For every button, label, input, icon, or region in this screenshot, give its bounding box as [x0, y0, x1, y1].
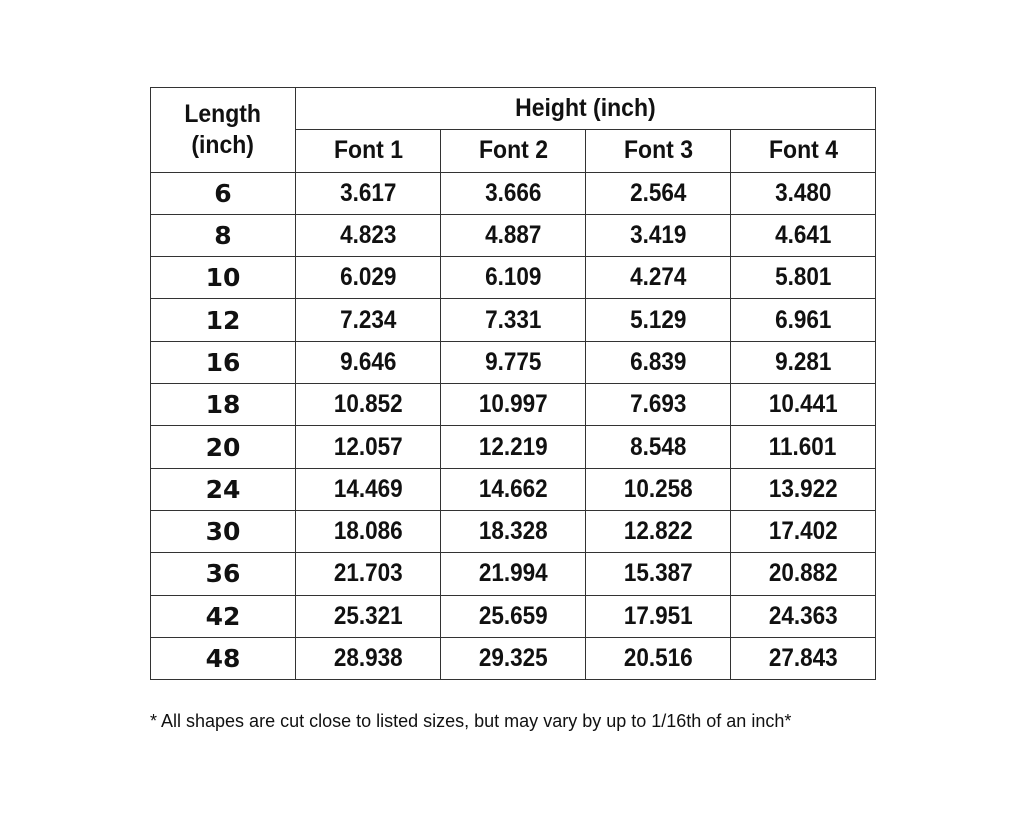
height-value-font-1: 6.029	[339, 263, 397, 292]
font-header-3: Font 3	[623, 136, 693, 165]
size-table	[150, 87, 876, 680]
height-value-font-4: 17.402	[768, 517, 838, 546]
height-value-font-1: 9.646	[339, 347, 397, 376]
height-cell	[731, 595, 876, 637]
height-cell	[441, 426, 586, 468]
height-value-font-2: 7.331	[484, 305, 542, 334]
height-value-font-2: 25.659	[478, 601, 548, 630]
height-cell	[296, 468, 441, 510]
height-header: Height (inch)	[515, 94, 656, 123]
height-value-font-2: 4.887	[484, 221, 542, 250]
height-value-font-3: 2.564	[629, 178, 687, 207]
height-value-font-2: 6.109	[484, 263, 542, 292]
length-value: 16	[205, 347, 241, 377]
height-value-font-1: 18.086	[333, 517, 403, 546]
font-header-2: Font 2	[478, 136, 548, 165]
length-cell	[151, 341, 296, 383]
length-cell	[151, 384, 296, 426]
height-value-font-3: 7.693	[629, 390, 687, 419]
height-value-font-2: 3.666	[484, 178, 542, 207]
length-cell	[151, 510, 296, 552]
height-value-font-3: 15.387	[623, 559, 693, 588]
height-cell	[586, 468, 731, 510]
height-cell	[296, 384, 441, 426]
table-header	[151, 88, 876, 173]
height-cell	[296, 510, 441, 552]
table-row	[151, 637, 876, 679]
height-value-font-3: 3.419	[629, 221, 687, 250]
height-cell	[586, 426, 731, 468]
table-row	[151, 257, 876, 299]
height-cell	[586, 637, 731, 679]
length-cell	[151, 426, 296, 468]
table-row	[151, 426, 876, 468]
height-value-font-2: 10.997	[478, 390, 548, 419]
length-value: 42	[205, 601, 241, 631]
font-header-4: Font 4	[768, 136, 838, 165]
height-cell	[441, 468, 586, 510]
font-header-cell	[296, 130, 441, 172]
height-cell	[296, 257, 441, 299]
height-cell	[296, 595, 441, 637]
height-cell	[586, 384, 731, 426]
height-cell	[441, 637, 586, 679]
height-value-font-2: 14.662	[478, 474, 548, 503]
table-body	[151, 172, 876, 680]
height-cell	[296, 172, 441, 214]
height-value-font-3: 4.274	[629, 263, 687, 292]
height-cell	[441, 299, 586, 341]
table-row	[151, 595, 876, 637]
height-cell	[296, 553, 441, 595]
height-cell	[296, 637, 441, 679]
height-value-font-1: 28.938	[333, 644, 403, 672]
height-cell	[296, 299, 441, 341]
table-row	[151, 510, 876, 552]
height-cell	[586, 510, 731, 552]
height-cell	[731, 426, 876, 468]
height-cell	[731, 299, 876, 341]
font-header-1: Font 1	[333, 136, 403, 165]
height-value-font-4: 9.281	[774, 347, 832, 376]
length-value: 48	[205, 644, 241, 673]
height-cell	[586, 341, 731, 383]
height-value-font-1: 14.469	[333, 474, 403, 503]
height-value-font-4: 5.801	[774, 263, 832, 292]
font-header-cell	[731, 130, 876, 172]
height-cell	[731, 214, 876, 256]
height-value-font-3: 6.839	[629, 347, 687, 376]
height-value-font-4: 24.363	[768, 601, 838, 630]
height-cell	[586, 257, 731, 299]
height-header-cell	[296, 88, 876, 130]
length-cell	[151, 637, 296, 679]
length-cell	[151, 299, 296, 341]
height-cell	[441, 214, 586, 256]
height-value-font-4: 10.441	[768, 390, 838, 419]
length-header-cell	[151, 88, 296, 173]
height-cell	[296, 341, 441, 383]
height-cell	[586, 595, 731, 637]
height-value-font-4: 20.882	[768, 559, 838, 588]
height-value-font-2: 9.775	[484, 347, 542, 376]
height-cell	[586, 299, 731, 341]
height-cell	[441, 384, 586, 426]
height-value-font-1: 7.234	[339, 305, 397, 334]
height-cell	[441, 257, 586, 299]
height-value-font-3: 12.822	[623, 517, 693, 546]
height-value-font-2: 18.328	[478, 517, 548, 546]
height-cell	[441, 595, 586, 637]
font-header-cell	[586, 130, 731, 172]
height-value-font-4: 13.922	[768, 474, 838, 503]
height-cell	[731, 384, 876, 426]
height-value-font-1: 12.057	[333, 432, 403, 461]
length-value: 24	[205, 474, 241, 504]
font-header-cell	[441, 130, 586, 172]
length-cell	[151, 172, 296, 214]
height-cell	[296, 214, 441, 256]
length-cell	[151, 595, 296, 637]
table-row	[151, 341, 876, 383]
table-row	[151, 214, 876, 256]
length-value: 12	[205, 305, 241, 335]
length-value: 10	[205, 263, 241, 293]
height-cell	[441, 341, 586, 383]
height-value-font-4: 11.601	[769, 432, 837, 461]
height-cell	[731, 553, 876, 595]
footnote: * All shapes are cut close to listed sizes, but may vary by up to 1/16th of an inch*	[150, 711, 792, 731]
height-value-font-1: 10.852	[333, 390, 403, 419]
height-value-font-1: 3.617	[339, 178, 397, 207]
length-cell	[151, 553, 296, 595]
height-cell	[441, 510, 586, 552]
length-value: 36	[205, 559, 241, 589]
height-cell	[731, 468, 876, 510]
height-value-font-1: 25.321	[333, 601, 403, 630]
table-row	[151, 553, 876, 595]
length-cell	[151, 214, 296, 256]
table-row	[151, 299, 876, 341]
length-value: 20	[205, 432, 241, 462]
height-cell	[731, 637, 876, 679]
length-header-line2: (inch)	[191, 130, 255, 159]
length-cell	[151, 257, 296, 299]
height-value-font-1: 4.823	[339, 221, 397, 250]
height-cell	[731, 341, 876, 383]
height-value-font-3: 10.258	[623, 474, 693, 503]
height-cell	[731, 172, 876, 214]
length-value: 8	[214, 221, 232, 251]
length-value: 6	[214, 178, 232, 208]
header-row-top	[151, 88, 876, 130]
table-row	[151, 468, 876, 510]
table-row	[151, 384, 876, 426]
height-cell	[586, 553, 731, 595]
height-cell	[586, 214, 731, 256]
height-value-font-3: 8.548	[629, 432, 687, 461]
height-value-font-4: 4.641	[774, 221, 832, 250]
height-value-font-2: 21.994	[478, 559, 548, 588]
height-value-font-4: 6.961	[774, 305, 832, 334]
height-cell	[441, 553, 586, 595]
length-value: 30	[205, 517, 241, 547]
table-row	[151, 172, 876, 214]
height-value-font-4: 27.843	[768, 644, 838, 672]
height-value-font-4: 3.480	[774, 178, 832, 207]
height-value-font-1: 21.703	[333, 559, 403, 588]
height-cell	[586, 172, 731, 214]
height-value-font-3: 20.516	[623, 644, 693, 672]
height-cell	[731, 510, 876, 552]
length-header	[185, 99, 262, 161]
height-value-font-2: 12.219	[478, 432, 548, 461]
length-cell	[151, 468, 296, 510]
height-value-font-3: 17.951	[623, 601, 693, 630]
length-value: 18	[205, 390, 241, 420]
height-cell	[731, 257, 876, 299]
height-cell	[441, 172, 586, 214]
height-value-font-2: 29.325	[478, 644, 548, 672]
height-cell	[296, 426, 441, 468]
length-header-line1: Length	[184, 99, 262, 128]
height-value-font-3: 5.129	[629, 305, 687, 334]
